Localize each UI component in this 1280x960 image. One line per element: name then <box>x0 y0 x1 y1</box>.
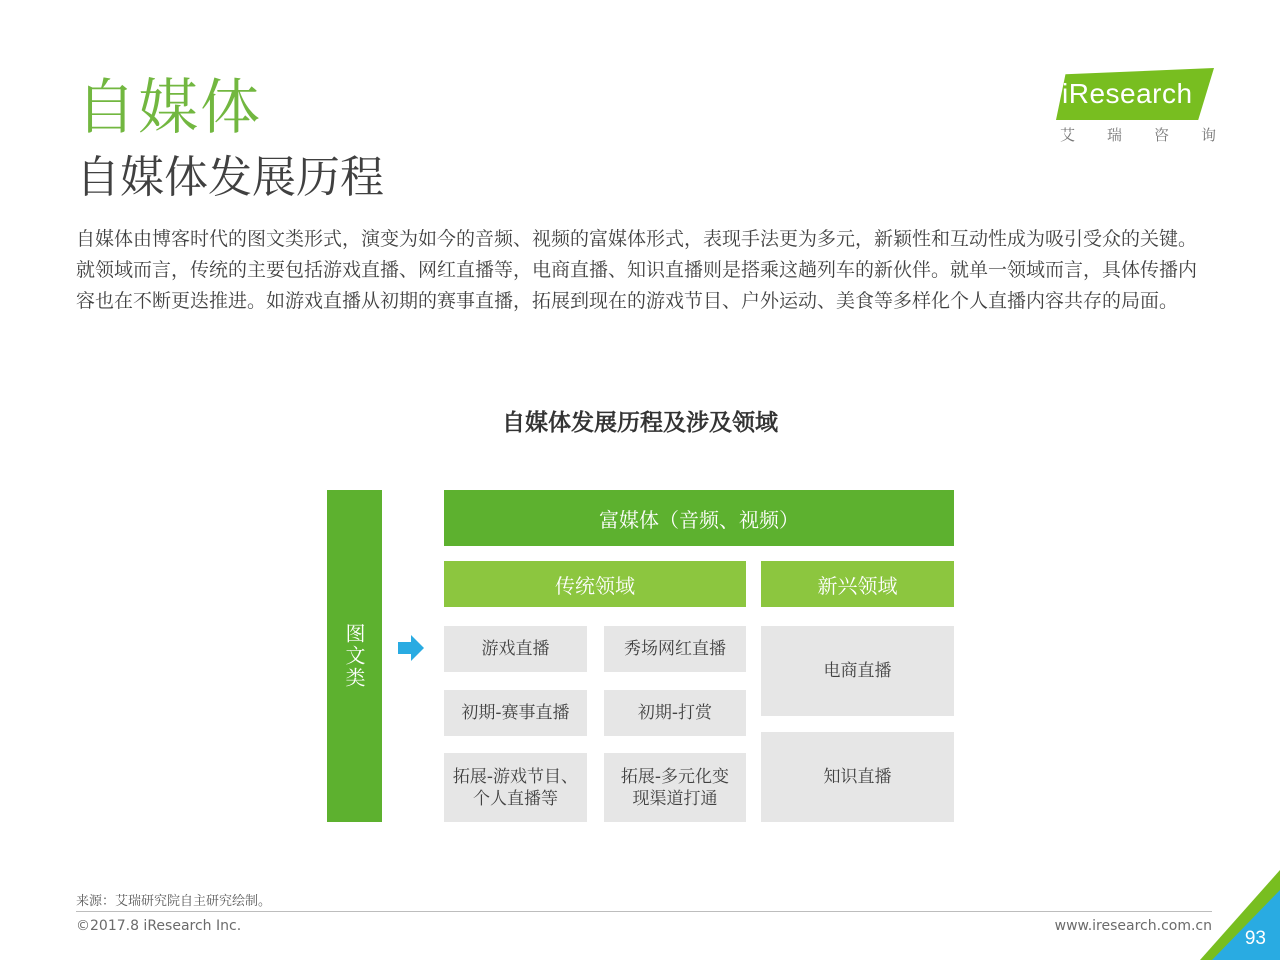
intro-paragraph: 自媒体由博客时代的图文类形式，演变为如今的音频、视频的富媒体形式，表现手法更为多元，新颖性和互动性成为吸引受众的关键。就领域而言，传统的主要包括游戏直播、网红直播等，电商直播、知识直播则是搭乘这趟列车的新伙伴。就单一领域而言，具体传播内容也在不断更迭推进。如游戏直播从初期的赛事直播，拓展到现在的游戏节目、户外运动、美食等多样化个人直播内容共存的局面。 <box>76 228 1198 312</box>
logo-cn-char: 艾 <box>1060 126 1076 144</box>
logo-cn-char: 询 <box>1200 126 1216 144</box>
iresearch-logo <box>1056 66 1218 150</box>
traditional-domain-header: 传统领域 <box>444 561 746 607</box>
logo-cn-label <box>1060 124 1216 145</box>
showroom-live-cell: 秀场网红直播 <box>604 626 746 672</box>
page-subtitle: 自媒体发展历程 <box>76 152 384 203</box>
expand-monetization-cell: 拓展-多元化变 现渠道打通 <box>604 753 746 822</box>
knowledge-live-cell: 知识直播 <box>761 732 954 822</box>
rich-media-bar: 富媒体（音频、视频） <box>444 490 954 546</box>
game-live-cell: 游戏直播 <box>444 626 587 672</box>
early-esports-cell: 初期-赛事直播 <box>444 690 587 736</box>
page-title: 自媒体 <box>76 73 262 143</box>
early-tipping-cell: 初期-打赏 <box>604 690 746 736</box>
diagram-title: 自媒体发展历程及涉及领域 <box>502 410 778 436</box>
expand-game-programs-cell: 拓展-游戏节目、 个人直播等 <box>444 753 587 822</box>
emerging-domain-header: 新兴领域 <box>761 561 954 607</box>
source-note: 来源：艾瑞研究院自主研究绘制。 <box>76 894 272 909</box>
corner-decoration <box>1200 860 1280 960</box>
arrow-right-icon <box>396 633 426 663</box>
page-number: 93 <box>1244 928 1266 949</box>
copyright: ©2017.8 iResearch Inc. <box>76 918 242 934</box>
logo-cn-char: 瑞 <box>1106 126 1122 144</box>
footer-divider <box>76 911 1212 912</box>
logo-cn-char: 咨 <box>1153 126 1169 144</box>
logo-text: iResearch <box>1062 78 1193 109</box>
graphic-text-bar: 图文类 <box>327 490 382 822</box>
ecommerce-live-cell: 电商直播 <box>761 626 954 716</box>
website-url: www.iresearch.com.cn <box>1054 918 1212 934</box>
